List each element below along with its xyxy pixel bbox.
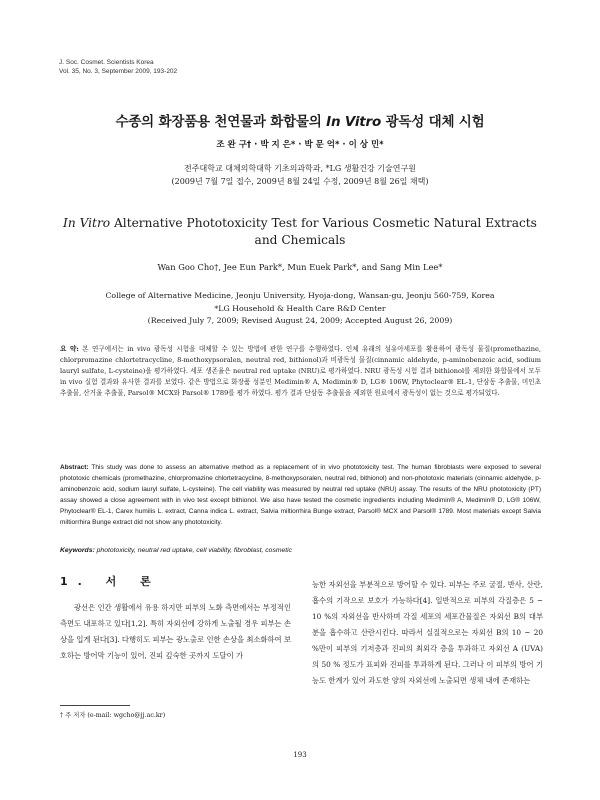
body-right-column <box>312 577 543 689</box>
section-heading: 1. 서 론 <box>60 575 161 588</box>
english-title-rest: Alternative Phototoxicity Test for Various Cosmetic Natural Extracts and Chemicals <box>110 216 537 247</box>
korean-affiliation-block <box>40 163 560 188</box>
english-abstract-text: This study was done to assess an alternative method as a replacement of in vivo phototoxicity test. The human fibroblasts were exposed to several phototoxic chemicals (promethazine, chlorpromazine chlortetracycline, 8-methoxypsoralen, neutral red, bithionol) and non-phototoxic materials (cinnamic aldehyde, p-aminobenzoic acid, sodium lauryl sulfate, L-cysteine). The cell viability was measured by neutral red uptake (NRU) assay. The results of the NRU phototoxicity (PT) assay showed a close agreement with in vivo test except bithionol. We also have tested the cosmetic ingredients including Medimin® A, Medimin® D, LG® 106W, Phytoclear® EL-1, Carex humilis L. extract, Canna indica L. extract, Salvia miltiorrhira Bunge extract, Parsol® MCX and Parsol® 1789. Most materials except Salvia miltiorrhira Bunge extract did not show any phototoxicity. <box>60 464 541 526</box>
body-paragraph: 광선은 인간 생활에서 유용 하지만 피부의 노화 측면에서는 부정적인 측면도 내포하고 있다[1,2]. 특히 자외선에 강하게 노출될 경우 피부는 손상을 입게 된다[3]. 다행히도 피부는 광노출로 인한 손상을 최소화하여 보호하는 방어막 기능이 있어, 진피 깊숙한 곳까지 도달이 가 <box>60 603 291 660</box>
keywords-label: Keywords: <box>60 547 95 554</box>
korean-abstract-text: 본 연구에서는 in vivo 광독성 시험을 대체할 수 있는 방법에 관한 연구를 수행하였다. 인체 유래의 섬유아세포를 활용하여 광독성 물질(promethazine, chlorpromazine chlortetracycline, 8-methoxypsoralen, neutral red, bithionol)과 비광독성 물질(cinnamic aldehyde, p-aminobenzoic acid, sodium lauryl sulfate, L-cysteine)을 평가하였다. 세포 생존율은 neutral red uptake (NRU)로 평가하였다. NRU 광독성 시험 결과 bithionol를 제외한 화합물에서 모두 in vivo 실험 결과와 유사한 결과를 보였다. 같은 방법으로 화장품 성분인 Medimin® A, Medimin® D, LG® 106W, Phytoclear® EL-1, 단삼동 추출물, 미인초 추출물, 산거울 추출물, Parsol® MCX와 Parsol® 1789를 평가 하였다. 평가 결과 단삼동 추출물을 제외한 원료에서 광독성이 없는 것으로 평가되었다. <box>60 345 542 397</box>
footnote: † 주 저자 (e-mail: wgcho@jj.ac.kr) <box>60 712 166 719</box>
korean-abstract-label: 요 약: <box>60 345 79 353</box>
english-affiliation-2: *LG Household & Health Care R&D Center <box>214 303 386 313</box>
english-title-italic: In Vitro <box>63 216 111 230</box>
english-affiliation-block <box>40 290 560 328</box>
korean-dates: (2009년 7월 7일 접수, 2009년 8월 24일 수정, 2009년 8월 26일 채택) <box>171 176 429 186</box>
korean-authors: 조 완 구† · 박 지 은* · 박 문 억* · 이 상 민* <box>216 140 384 150</box>
journal-name: J. Soc. Cosmet. Scientists Korea <box>59 59 154 66</box>
journal-header <box>59 58 177 76</box>
korean-title-post: 광독성 대체 시험 <box>381 114 485 130</box>
page-number: 193 <box>293 751 307 759</box>
body-left-column <box>60 600 291 664</box>
english-abstract-label: Abstract: <box>60 464 89 471</box>
keywords-text: phototoxicity, neutral red uptake, cell viability, fibroblast, cosmetic <box>94 547 293 554</box>
korean-title-italic: In Vitro <box>326 114 382 130</box>
korean-affiliation: 전주대학교 대체의학대학 기초의과학과, *LG 생활건강 기술연구원 <box>184 164 416 173</box>
body-paragraph-continued: 능한 자외선을 부분적으로 방어할 수 있다. 피부는 주로 굴절, 반사, 산란, 흡수의 기작으로 보호가 가능하다[4]. 일반적으로 피부의 각질층은 5 ~ 10 %의 자외선을 반사하며 각질 세포의 세포간물질은 자외선 B의 대부분을 흡수하고 산란시킨다. 따라서 실질적으로는 자외선 B의 10 ~ 20 %만이 피부의 기저층과 진피의 최외각 층을 투과하고 자외선 A (UVA)의 50 % 정도가 표피와 진피를 투과하게 된다. 그러나 이 피부의 방어 기능도 한계가 있어 과도한 양의 자외선에 노출되면 생체 내에 존재하는 <box>312 580 543 685</box>
keywords <box>60 547 541 554</box>
korean-title <box>40 110 560 130</box>
english-title <box>60 215 540 249</box>
english-abstract <box>60 462 541 528</box>
korean-title-pre: 수종의 화장품용 천연물과 화합물의 <box>115 114 327 130</box>
journal-volume: Vol. 35, No. 3, September 2009, 193-202 <box>59 68 178 75</box>
english-dates: (Received July 7, 2009; Revised August 24, 2009; Accepted August 26, 2009) <box>147 316 453 325</box>
footnote-divider <box>60 705 130 706</box>
english-affiliation-1: College of Alternative Medicine, Jeonju University, Hyoja-dong, Wansan-gu, Jeonju 560-759, Korea <box>105 291 495 300</box>
english-authors: Wan Goo Cho†, Jee Eun Park*, Mun Euek Park*, and Sang Min Lee* <box>157 262 443 272</box>
korean-abstract <box>60 344 541 399</box>
